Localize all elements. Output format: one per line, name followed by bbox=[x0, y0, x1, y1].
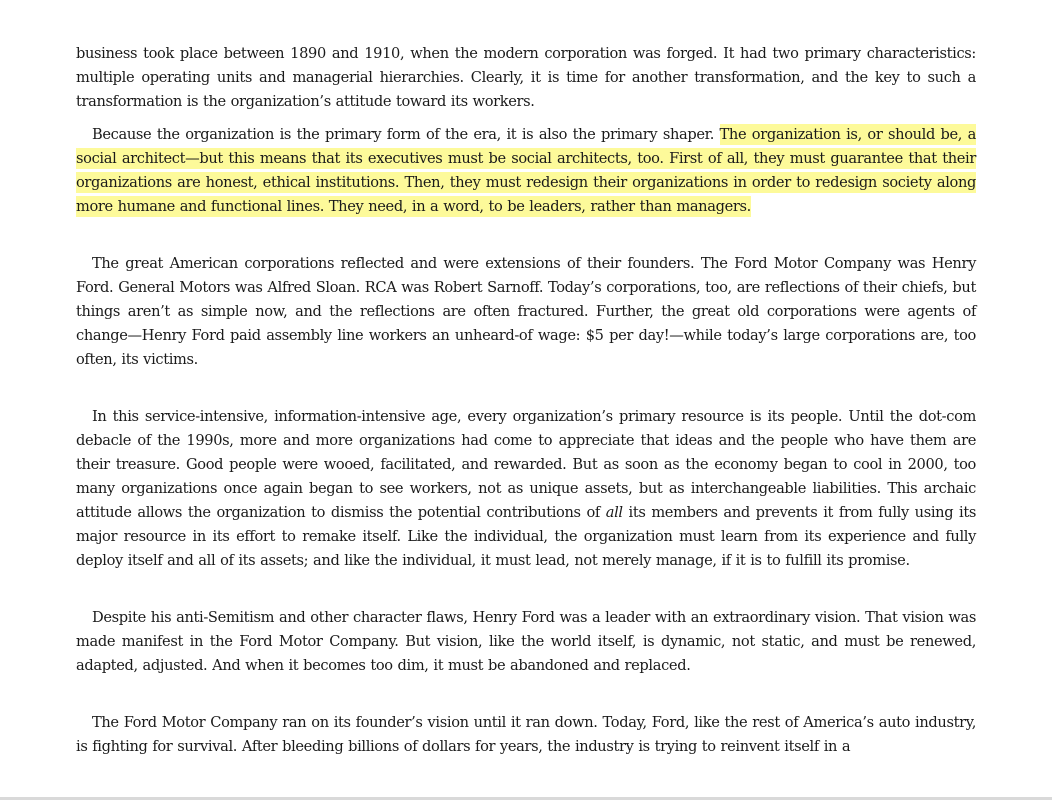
paragraph-4-emphasis: all bbox=[605, 504, 623, 521]
paragraph-2 bbox=[76, 123, 976, 219]
document-body bbox=[76, 42, 976, 759]
paragraph-6 bbox=[76, 711, 976, 759]
paragraph-1-text: business took place between 1890 and 1910, when the modern corporation was forged. It had two primary characteristics: multiple operating units and managerial hierarchies. Clearly, it is time for another transformation, and the key to such a transformation is the organization’s attitude toward its workers. bbox=[76, 45, 976, 110]
paragraph-5 bbox=[76, 606, 976, 678]
highlighted-passage[interactable]: The organization is, or should be, a social architect—but this means that its executives must be social architects, too. First of all, they must guarantee that their organizations are honest, ethical institutions. Then, they must redesign their organizations in order to redesign society along more humane and functional lines. They need, in a word, to be leaders, rather than managers. bbox=[76, 126, 976, 215]
paragraph-3 bbox=[76, 252, 976, 372]
paragraph-4-text-start: In this service-intensive, information-intensive age, every organization’s primary resource is its people. Until the dot-com debacle of the 1990s, more and more organizations had come to appreciate that ideas and the people who have them are their treasure. Good people were wooed, facilitated, and rewarded. But as soon as the economy began to cool in 2000, too many organizations once again began to see workers, not as unique assets, but as interchangeable liabilities. This archaic attitude allows the organization to dismiss the potential contributions of bbox=[76, 408, 976, 521]
paragraph-3-text: The great American corporations reflected and were extensions of their founders. The Ford Motor Company was Henry Ford. General Motors was Alfred Sloan. RCA was Robert Sarnoff. Today’s corporations, too, are reflections of their chiefs, but things aren’t as simple now, and the reflections are often fractured. Further, the great old corporations were agents of change—Henry Ford paid assembly line workers an unheard-of wage: $5 per day!—while today’s large corporations are, too often, its victims. bbox=[76, 255, 976, 368]
paragraph-5-text: Despite his anti-Semitism and other character flaws, Henry Ford was a leader with an extraordinary vision. That vision was made manifest in the Ford Motor Company. But vision, like the world itself, is dynamic, not static, and must be renewed, adapted, adjusted. And when it becomes too dim, it must be abandoned and replaced. bbox=[76, 609, 976, 674]
paragraph-6-text: The Ford Motor Company ran on its founder’s vision until it ran down. Today, Ford, like the rest of America’s auto industry, is fighting for survival. After bleeding billions of dollars for years, the industry is trying to reinvent itself in a bbox=[76, 714, 976, 755]
paragraph-2-text: Because the organization is the primary form of the era, it is also the primary shaper. bbox=[92, 126, 720, 143]
paragraph-4-text-end: its members and prevents it from fully using its major resource in its effort to remake itself. Like the individual, the organization must learn from its experience and fully deploy itself and all of its assets; and like the individual, it must lead, not merely manage, if it is to fulfill its promise. bbox=[76, 504, 976, 569]
paragraph-1 bbox=[76, 42, 976, 114]
paragraph-4 bbox=[76, 405, 976, 573]
